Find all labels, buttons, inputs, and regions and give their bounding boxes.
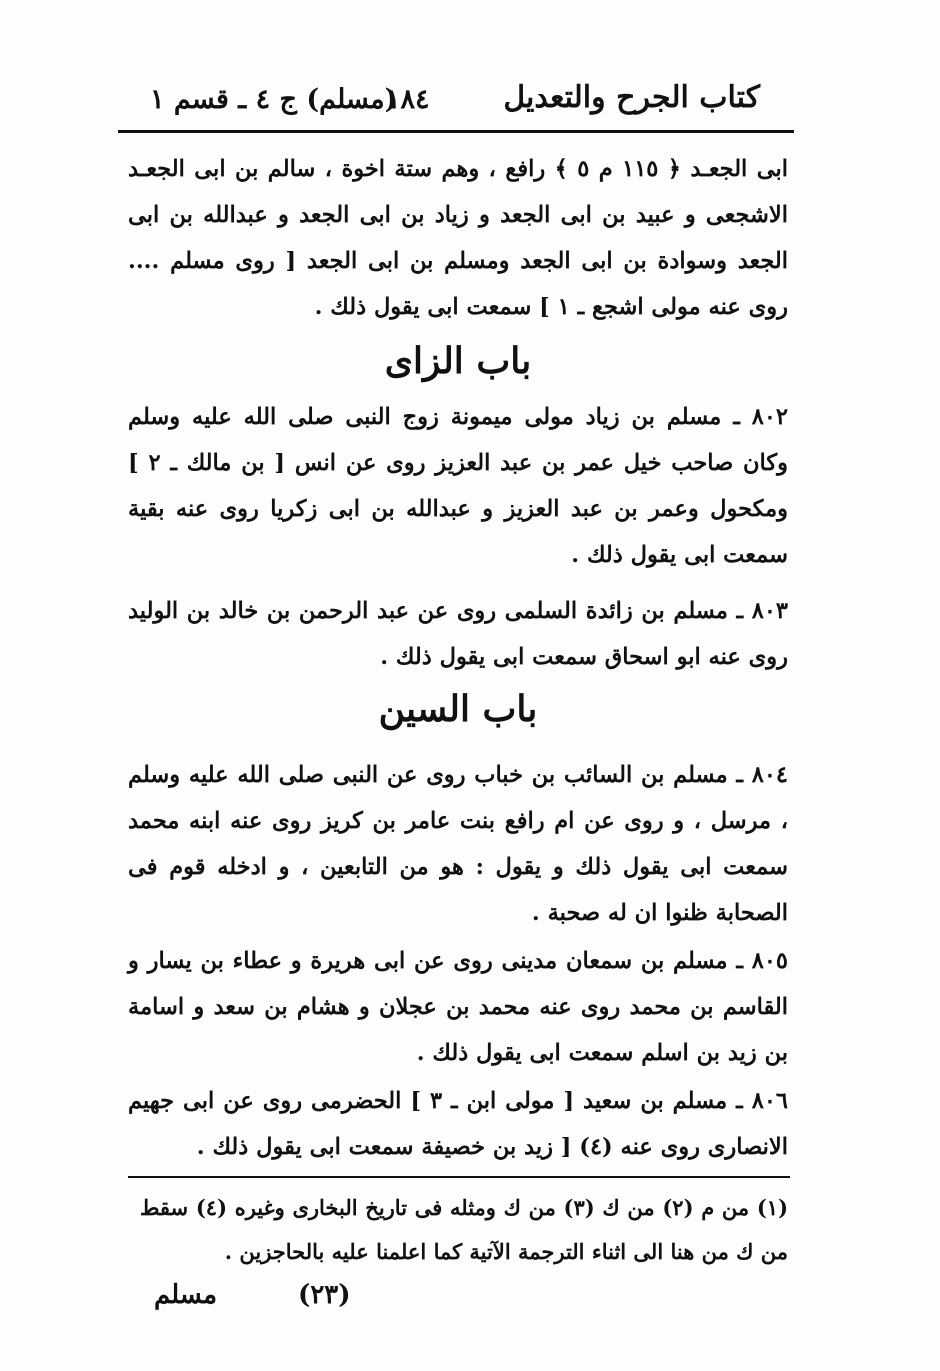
page-number: ١٨٤ xyxy=(386,84,430,115)
entry-804: ٨٠٤ ـ مسلم بن السائب بن خباب روى عن النبى صلى الله عليه وسلم ، مرسل ، و روى عن ام رافع بنت عامر بن كريز روى عنه ابنه محمد سمعت ابى يقول ذلك و يقول : هو من التابعين ، و ادخله قوم فى الصحابة ظنوا ان له صحبة . xyxy=(128,762,788,926)
section-heading-sin: باب السين xyxy=(378,688,538,730)
entry-805: ٨٠٥ ـ مسلم بن سمعان مدينى روى عن ابى هريرة و عطاء بن يسار و القاسم بن محمد روى عنه محمد بن عجلان و هشام بن سعد و اسامة بن زيد بن اسلم سمعت ابى يقول ذلك . xyxy=(128,948,788,1066)
entry-803: ٨٠٣ ـ مسلم بن زائدة السلمى روى عن عبد الرحمن بن خالد بن الوليد روى عنه ابو اسحاق سمعت ابى يقول ذلك . xyxy=(128,598,788,670)
footnotes: (١) من م (٢) من ك (٣) من ك ومثله فى تاريخ البخارى وغيره (٤) سقط من ك من هنا الى اثناء الترجمة الآتية كما اعلمنا عليه بالحاجزين . xyxy=(140,1195,788,1264)
section-reference: (مسلم) ج ٤ ـ قسم ١ xyxy=(150,84,398,115)
sheet-number: (٢٣) xyxy=(298,1280,351,1310)
intro-paragraph: ابى الجعـد ﴿ ١١٥ م ٥ ﴾ رافع ، وهم ستة اخوة ، سالم بن ابى الجعـد الاشجعى و عبيد بن ابى الجعد و زياد بن ابى الجعد و عبدالله بن ابى الجعد وسوادة بن ابى الجعد ومسلم بن ابى الجعد [ روى مسلم .... روى عنه مولى اشجع ـ ١ ] سمعت ابى يقول ذلك . xyxy=(128,156,788,320)
catchword: مسلم xyxy=(154,1280,218,1310)
footnote-rule xyxy=(128,1176,790,1178)
book-title: كتاب الجرح والتعديل xyxy=(503,80,760,115)
header-rule xyxy=(118,130,794,133)
entry-806: ٨٠٦ ـ مسلم بن سعيد [ مولى ابن ـ ٣ ] الحضرمى روى عن ابى جهيم الانصارى روى عنه (٤) [ زيد بن خصيفة سمعت ابى يقول ذلك . xyxy=(128,1088,788,1160)
entry-802: ٨٠٢ ـ مسلم بن زياد مولى ميمونة زوج النبى صلى الله عليه وسلم وكان صاحب خيل عمر بن عبد العزيز روى عن انس [ بن مالك ـ ٢ ] ومكحول وعمر بن عبد العزيز و عبدالله بن ابى زكريا روى عنه بقية سمعت ابى يقول ذلك . xyxy=(128,404,788,568)
section-heading-zay: باب الزاى xyxy=(384,340,532,382)
running-header xyxy=(118,78,794,128)
